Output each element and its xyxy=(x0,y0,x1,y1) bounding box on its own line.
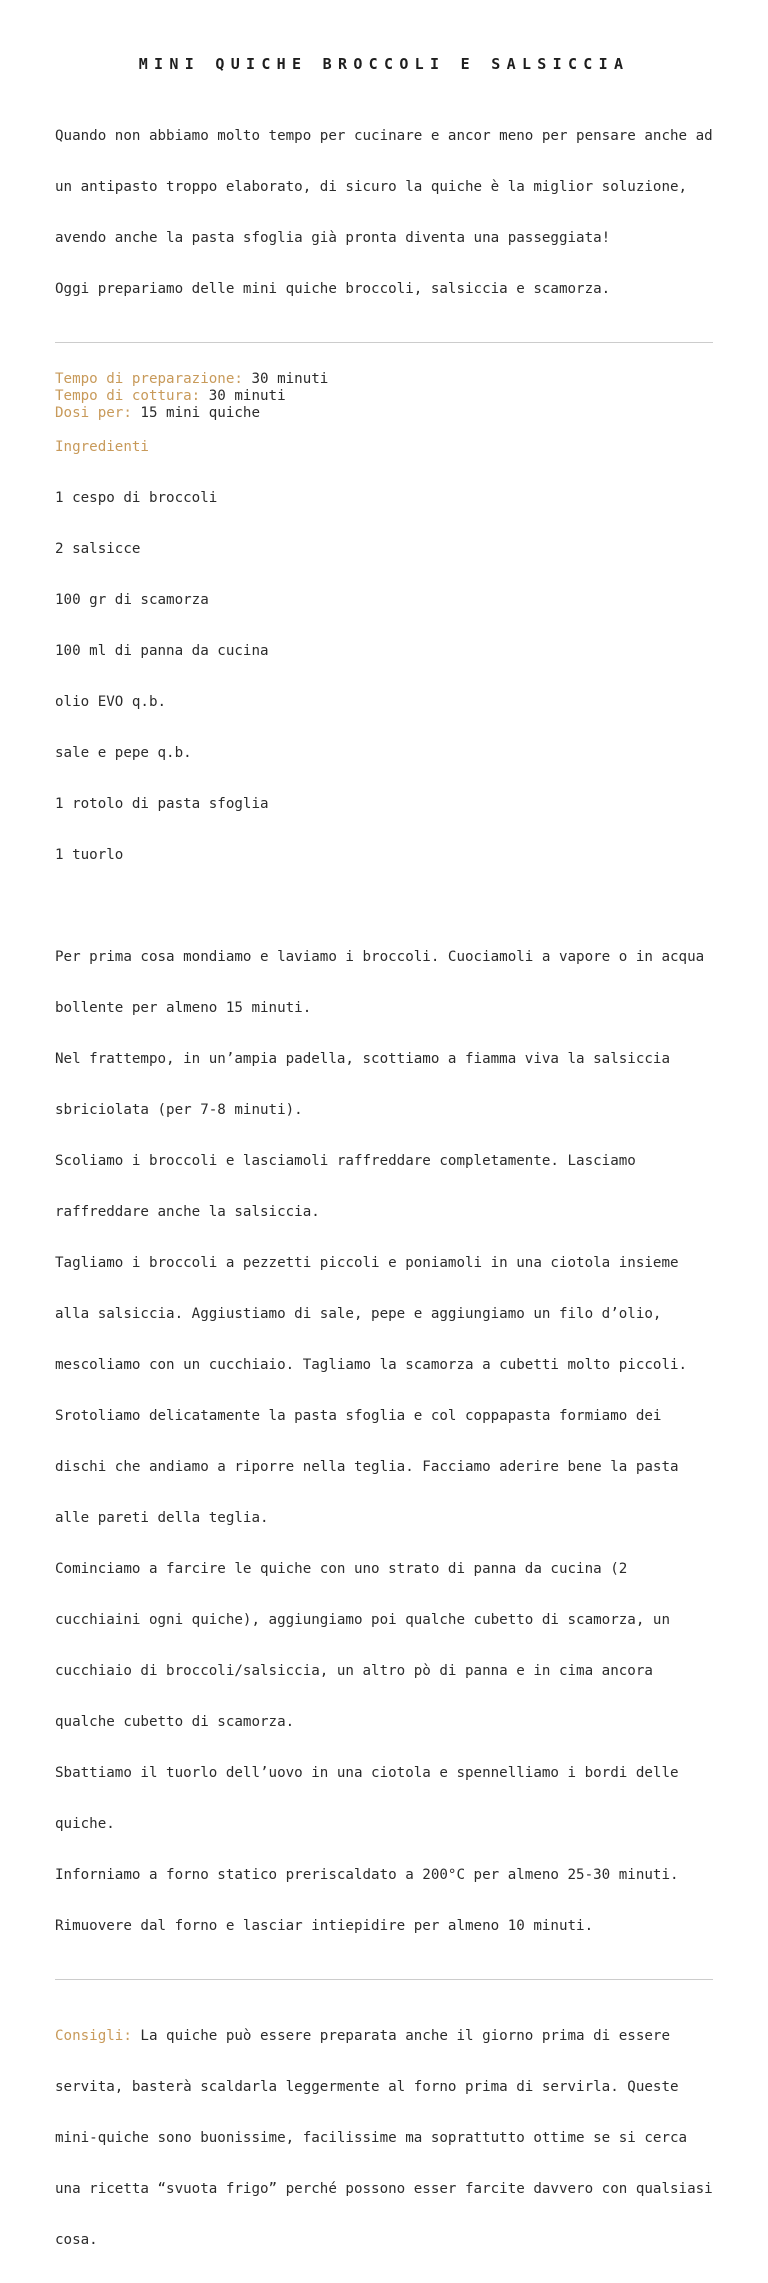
servings-value: 15 mini quiche xyxy=(131,405,260,421)
step-line: Cominciamo a farcire le quiche con uno strato di panna da cucina (2 xyxy=(55,1561,628,1577)
ingredient-item: 1 cespo di broccoli xyxy=(55,490,218,506)
prep-time xyxy=(55,371,768,388)
section-divider xyxy=(55,342,713,343)
step-line: bollente per almeno 15 minuti. xyxy=(55,1000,312,1016)
tips-line: una ricetta “svuota frigo” perché possono esser farcite davvero con qualsiasi xyxy=(55,2181,713,2197)
step-line: Scoliamo i broccoli e lasciamoli raffreddare completamente. Lasciamo xyxy=(55,1153,636,1169)
ingredient-item: 1 rotolo di pasta sfoglia xyxy=(55,796,269,812)
intro-line: Oggi prepariamo delle mini quiche broccoli, salsiccia e scamorza. xyxy=(55,281,611,297)
step-line: Rimuovere dal forno e lasciar intiepidire per almeno 10 minuti. xyxy=(55,1918,594,1934)
cook-time-label: Tempo di cottura: xyxy=(55,388,201,404)
tips-line: cosa. xyxy=(55,2232,98,2248)
cook-time xyxy=(55,388,768,405)
ingredients-section xyxy=(55,439,768,898)
step-line: mescoliamo con un cucchiaio. Tagliamo la scamorza a cubetti molto piccoli. xyxy=(55,1357,688,1373)
step-line: Per prima cosa mondiamo e laviamo i broccoli. Cuociamoli a vapore o in acqua xyxy=(55,949,705,965)
step-line: raffreddare anche la salsiccia. xyxy=(55,1204,320,1220)
tips-section xyxy=(55,1994,768,2283)
step-line: Nel frattempo, in un’ampia padella, scottiamo a fiamma viva la salsiccia xyxy=(55,1051,670,1067)
servings-label: Dosi per: xyxy=(55,405,132,421)
step-line: quiche. xyxy=(55,1816,115,1832)
tips-first-line xyxy=(55,2028,768,2045)
section-divider xyxy=(55,1979,713,1980)
servings xyxy=(55,405,768,422)
page-title: MINI QUICHE BROCCOLI E SALSICCIA xyxy=(138,55,630,73)
step-line: dischi che andiamo a riporre nella teglia. Facciamo aderire bene la pasta xyxy=(55,1459,679,1475)
cook-time-value: 30 minuti xyxy=(200,388,286,404)
step-line: Tagliamo i broccoli a pezzetti piccoli e poniamoli in una ciotola insieme xyxy=(55,1255,679,1271)
tips-line: mini-quiche sono buonissime, facilissime ma soprattutto ottime se si cerca xyxy=(55,2130,688,2146)
intro-paragraph xyxy=(55,94,768,332)
intro-line: avendo anche la pasta sfoglia già pronta diventa una passeggiata! xyxy=(55,230,611,246)
ingredients-heading: Ingredienti xyxy=(55,439,149,455)
ingredient-item: 2 salsicce xyxy=(55,541,141,557)
ingredient-item: 100 ml di panna da cucina xyxy=(55,643,269,659)
step-line: cucchiaini ogni quiche), aggiungiamo poi qualche cubetto di scamorza, un xyxy=(55,1612,670,1628)
intro-line: Quando non abbiamo molto tempo per cucinare e ancor meno per pensare anche ad xyxy=(55,128,713,144)
tips-line: servita, basterà scaldarla leggermente al forno prima di servirla. Queste xyxy=(55,2079,679,2095)
ingredient-item: 1 tuorlo xyxy=(55,847,124,863)
prep-time-label: Tempo di preparazione: xyxy=(55,371,243,387)
prep-time-value: 30 minuti xyxy=(242,371,329,387)
ingredient-item: 100 gr di scamorza xyxy=(55,592,209,608)
ingredient-item: sale e pepe q.b. xyxy=(55,745,192,761)
step-line: alle pareti della teglia. xyxy=(55,1510,269,1526)
step-line: cucchiaio di broccoli/salsiccia, un altro pò di panna e in cima ancora xyxy=(55,1663,653,1679)
tips-label: Consigli: xyxy=(55,2028,132,2044)
step-line: Srotoliamo delicatamente la pasta sfoglia e col coppapasta formiamo dei xyxy=(55,1408,662,1424)
step-line: qualche cubetto di scamorza. xyxy=(55,1714,295,1730)
intro-line: un antipasto troppo elaborato, di sicuro la quiche è la miglior soluzione, xyxy=(55,179,688,195)
step-line: sbriciolata (per 7-8 minuti). xyxy=(55,1102,303,1118)
step-line: Sbattiamo il tuorlo dell’uovo in una ciotola e spennelliamo i bordi delle xyxy=(55,1765,679,1781)
step-line: Inforniamo a forno statico preriscaldato a 200°C per almeno 25-30 minuti. xyxy=(55,1867,679,1883)
step-line: alla salsiccia. Aggiustiamo di sale, pepe e aggiungiamo un filo d’olio, xyxy=(55,1306,662,1322)
recipe-meta xyxy=(55,371,768,422)
ingredient-item: olio EVO q.b. xyxy=(55,694,167,710)
ingredients-list xyxy=(55,456,768,898)
preparation-steps xyxy=(55,915,768,1969)
tips-text: La quiche può essere preparata anche il giorno prima di essere xyxy=(131,2028,670,2044)
